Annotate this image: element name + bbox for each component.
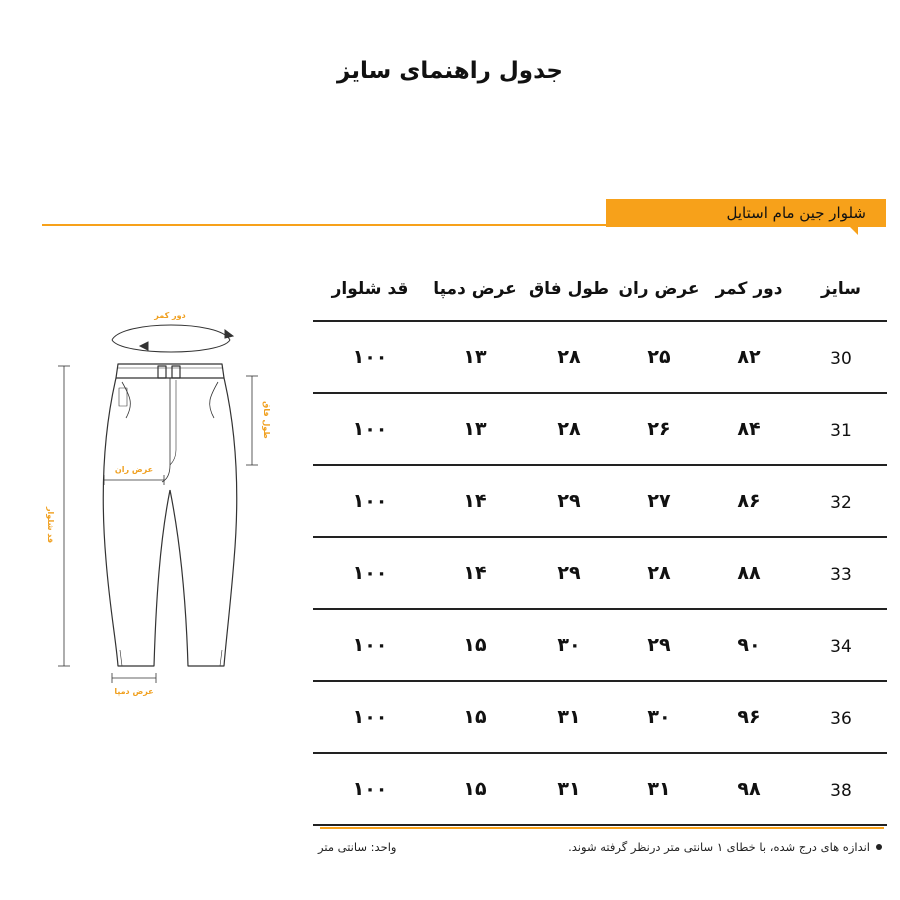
cell-waist: ۹۶ <box>703 681 795 753</box>
cell-thigh: ۳۰ <box>615 681 703 753</box>
waist-label: دور کمر <box>154 311 186 320</box>
table-row <box>313 465 887 537</box>
footnote-text: اندازه های درج شده، با خطای ۱ سانتی متر درنظر گرفته شوند. <box>568 840 870 854</box>
product-name-tab: شلوار جین مام استایل <box>606 199 886 227</box>
table-header-row <box>313 258 887 321</box>
cell-hem: ۱۴ <box>427 465 523 537</box>
cell-rise: ۲۹ <box>523 465 615 537</box>
cell-waist: ۸۴ <box>703 393 795 465</box>
header-length: قد شلوار <box>313 258 427 321</box>
cell-thigh: ۲۶ <box>615 393 703 465</box>
footer-divider <box>320 827 884 829</box>
cell-hem: ۱۵ <box>427 753 523 825</box>
cell-size: 33 <box>795 537 887 609</box>
cell-hem: ۱۵ <box>427 681 523 753</box>
header-size: سایز <box>795 258 887 321</box>
cell-size: 32 <box>795 465 887 537</box>
cell-size: 30 <box>795 321 887 393</box>
header-thigh: عرض ران <box>615 258 703 321</box>
thigh-measure-icon <box>104 475 164 485</box>
table-row <box>313 321 887 393</box>
cell-length: ۱۰۰ <box>313 465 427 537</box>
cell-length: ۱۰۰ <box>313 609 427 681</box>
cell-thigh: ۲۹ <box>615 609 703 681</box>
cell-waist: ۹۰ <box>703 609 795 681</box>
hem-label: عرض دمپا <box>114 687 154 696</box>
jeans-diagram <box>30 300 300 710</box>
cell-rise: ۲۸ <box>523 393 615 465</box>
cell-waist: ۸۸ <box>703 537 795 609</box>
cell-thigh: ۳۱ <box>615 753 703 825</box>
cell-length: ۱۰۰ <box>313 393 427 465</box>
cell-length: ۱۰۰ <box>313 321 427 393</box>
table-row <box>313 681 887 753</box>
cell-thigh: ۲۵ <box>615 321 703 393</box>
header-hem: عرض دمپا <box>427 258 523 321</box>
cell-size: 31 <box>795 393 887 465</box>
cell-waist: ۹۸ <box>703 753 795 825</box>
hem-measure-icon <box>112 673 156 683</box>
cell-waist: ۸۲ <box>703 321 795 393</box>
cell-rise: ۳۰ <box>523 609 615 681</box>
cell-hem: ۱۴ <box>427 537 523 609</box>
section-divider <box>42 224 608 226</box>
cell-length: ۱۰۰ <box>313 681 427 753</box>
jeans-icon <box>103 364 237 666</box>
cell-size: 36 <box>795 681 887 753</box>
table-row <box>313 537 887 609</box>
cell-size: 34 <box>795 609 887 681</box>
table-row <box>313 753 887 825</box>
thigh-label: عرض ران <box>114 465 154 474</box>
cell-hem: ۱۵ <box>427 609 523 681</box>
cell-length: ۱۰۰ <box>313 537 427 609</box>
cell-length: ۱۰۰ <box>313 753 427 825</box>
header-waist: دور کمر <box>703 258 795 321</box>
cell-rise: ۲۹ <box>523 537 615 609</box>
table-row <box>313 393 887 465</box>
waist-measure-icon <box>112 325 233 352</box>
length-measure-icon <box>58 366 70 666</box>
page-title: جدول راهنمای سایز <box>337 58 563 84</box>
cell-rise: ۲۸ <box>523 321 615 393</box>
cell-size: 38 <box>795 753 887 825</box>
cell-hem: ۱۳ <box>427 393 523 465</box>
rise-measure-icon <box>246 376 258 465</box>
rise-label: طول فاق <box>262 401 271 439</box>
length-label: قد شلوار <box>46 506 55 544</box>
cell-rise: ۳۱ <box>523 681 615 753</box>
cell-waist: ۸۶ <box>703 465 795 537</box>
size-table <box>313 258 887 826</box>
cell-thigh: ۲۷ <box>615 465 703 537</box>
footnote <box>568 840 882 854</box>
bullet-icon <box>876 844 882 850</box>
cell-hem: ۱۳ <box>427 321 523 393</box>
unit-note: واحد: سانتی متر <box>318 840 397 854</box>
header-rise: طول فاق <box>523 258 615 321</box>
cell-thigh: ۲۸ <box>615 537 703 609</box>
cell-rise: ۳۱ <box>523 753 615 825</box>
table-row <box>313 609 887 681</box>
